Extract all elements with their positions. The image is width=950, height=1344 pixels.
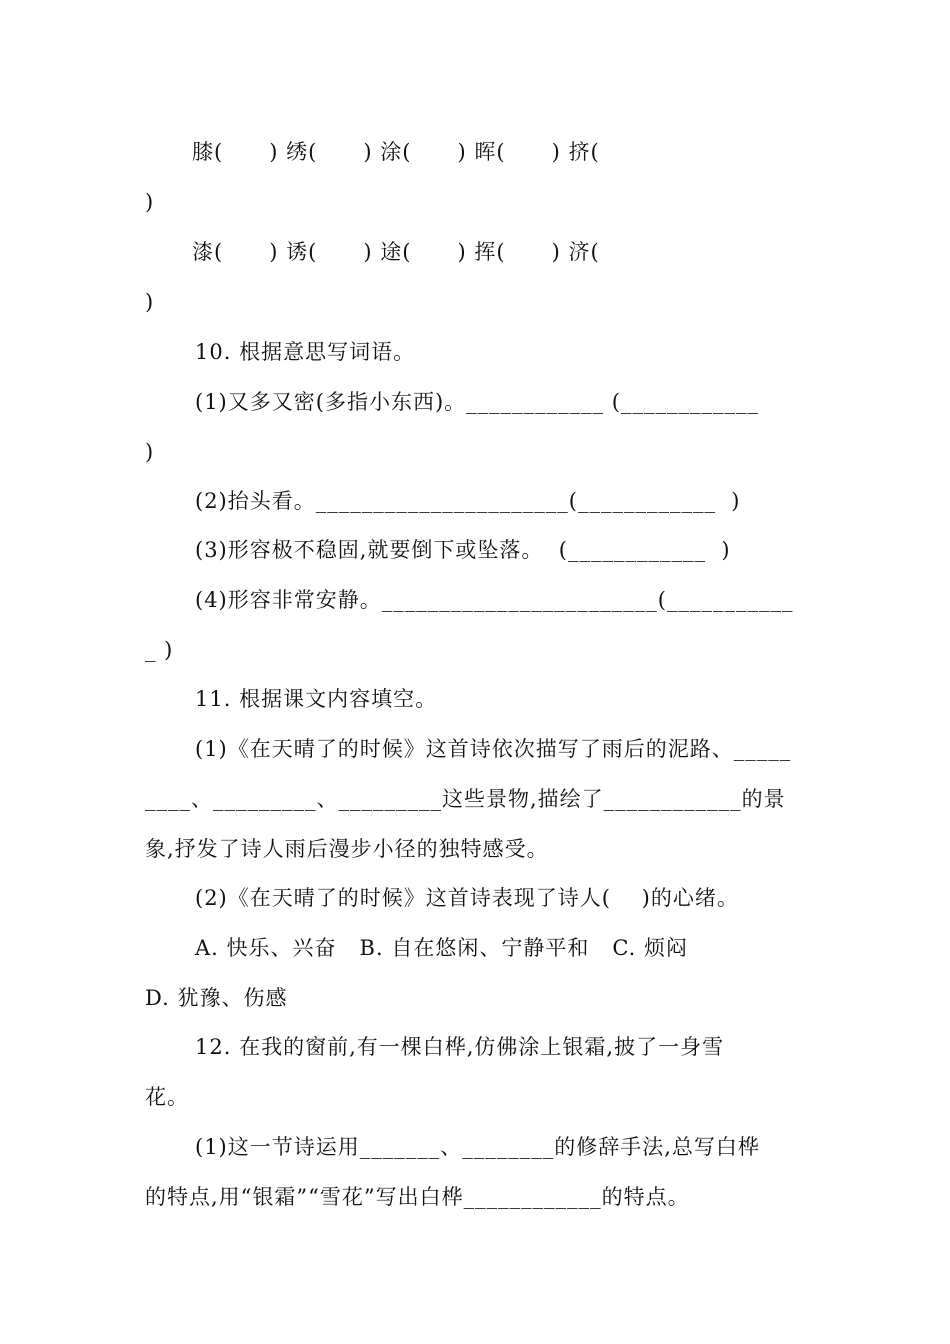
- question-12-heading: 12. 在我的窗前,有一棵白桦,仿佛涂上银霜,披了一身雪: [195, 1035, 725, 1059]
- q11-item-1-line-3: 象,抒发了诗人雨后漫步小径的独特感受。: [145, 837, 549, 861]
- q11-options: A. 快乐、兴奋 B. 自在悠闲、宁静平和 C. 烦闷: [195, 936, 689, 960]
- q12-item-1-wrap: 的特点,用“银霜”“雪花”写出白桦____________的特点。: [145, 1185, 690, 1209]
- q11-item-2: (2)《在天晴了的时候》这首诗表现了诗人( )的心绪。: [195, 886, 739, 910]
- q10-item-4-wrap: _ ): [145, 638, 174, 662]
- q11-option-d: D. 犹豫、伤感: [145, 986, 288, 1010]
- q10-item-1-wrap: ): [145, 440, 155, 464]
- char-pair-row-1: 膝( ) 绣( ) 涂( ) 晖( ) 挤(: [192, 140, 600, 164]
- q12-item-1: (1)这一节诗运用_______、________的修辞手法,总写白桦: [195, 1135, 760, 1159]
- question-11-heading: 11. 根据课文内容填空。: [195, 687, 438, 711]
- question-10-heading: 10. 根据意思写词语。: [195, 340, 416, 364]
- char-pair-row-2: 漆( ) 诱( ) 途( ) 挥( ) 济(: [192, 240, 600, 264]
- q11-item-1-line-2: ____、_________、_________这些景物,描绘了____________的景: [145, 787, 786, 811]
- q11-item-1: (1)《在天晴了的时候》这首诗依次描写了雨后的泥路、_____: [195, 737, 792, 761]
- char-pair-row-2-wrap: ): [145, 290, 155, 314]
- q10-item-3: (3)形容极不稳固,就要倒下或坠落。 (____________ ): [195, 538, 731, 562]
- q10-item-4: (4)形容非常安静。________________________(___________: [195, 588, 794, 612]
- question-12-heading-wrap: 花。: [145, 1085, 189, 1109]
- char-pair-row-1-wrap: ): [145, 190, 155, 214]
- q10-item-1: (1)又多又密(多指小东西)。____________ (____________: [195, 390, 759, 414]
- q10-item-2: (2)抬头看。______________________(____________ ): [195, 489, 741, 513]
